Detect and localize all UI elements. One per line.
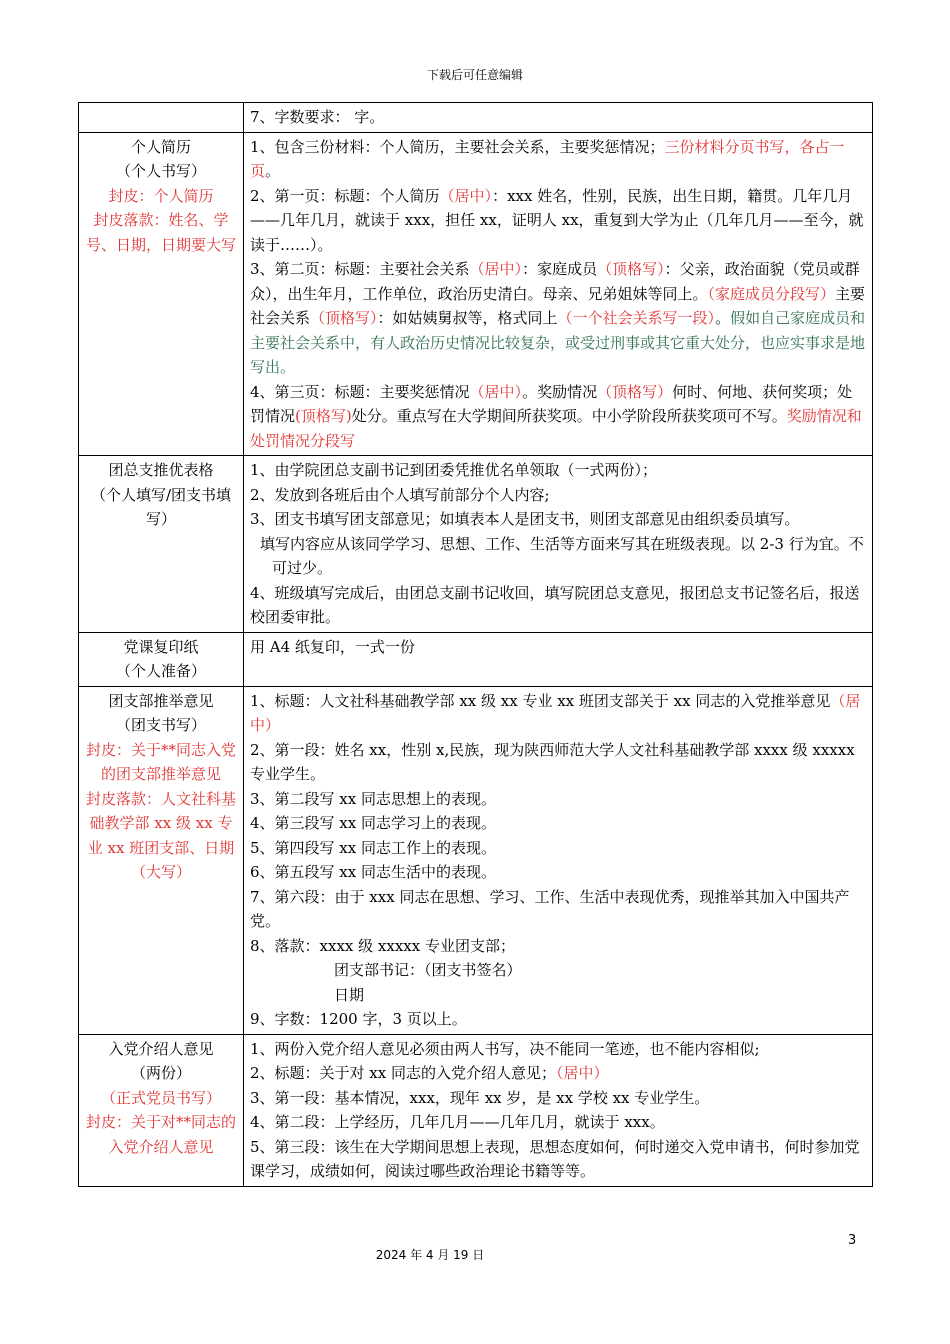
body-text: 主要社会关系 [250,284,866,327]
row-label-cell [79,1034,244,1186]
content-paragraph [250,885,866,934]
row-content-cell [244,132,873,456]
content-paragraph [250,934,866,959]
content-paragraph [250,738,866,787]
red-note-text: （家庭成员分段写） [707,284,836,303]
content-paragraph [250,983,866,1008]
red-note-text: (顶格写) [295,407,352,425]
content-paragraph [250,958,866,983]
body-text: 2、发放到各班后由个人填写前部分个人内容; [250,485,550,504]
body-text: 。 [715,309,731,327]
content-paragraph [250,811,866,836]
content-paragraph [250,860,866,885]
body-text: 7、字数要求： 字。 [250,108,385,126]
body-text: 2、第一页：标题：个人简历 [250,186,440,205]
row-label-line: （个人准备） [115,662,206,680]
body-text: 3、第一段：基本情况，xxx，现年 xx 岁，是 xx 学校 xx 专业学生。 [250,1088,710,1107]
instructions-table [78,102,873,1187]
row-content-cell [244,632,873,686]
table-row [79,456,873,633]
body-text: 8、落款：xxxx 级 xxxxx 专业团支部； [250,936,515,955]
body-text: 处分。重点写在大学期间所获奖项。中小学阶段所获奖项可不写。 [351,407,787,425]
red-note-text: （居中） [469,382,523,401]
body-text: 5、第四段写 xx 同志工作上的表现。 [250,838,497,857]
content-paragraph [250,135,866,184]
body-text: 。奖励情况 [522,382,598,401]
row-label-line: 封皮落款：姓名、学号、日期，日期要大写 [85,211,236,254]
content-paragraph [250,689,866,738]
row-label-line: （个人填写/团支书填写） [90,485,232,528]
body-text: 1、包含三份材料：个人简历，主要社会关系，主要奖惩情况； [250,137,665,156]
row-label-line: 封皮：个人简历 [108,186,214,205]
body-text: 1、标题：人文社科基础教学部 xx 级 xx 专业 xx 班团支部关于 xx 同志的入党推举意见 [250,691,831,710]
content-paragraph [250,105,866,130]
body-text: 日期 [334,985,365,1004]
body-text: 4、第三段写 xx 同志学习上的表现。 [250,814,497,832]
content-paragraph [250,380,866,454]
table-row [79,1034,873,1186]
content-paragraph [250,1110,866,1135]
page-header: 下载后可任意编辑 [426,68,523,82]
row-label-cell [79,103,244,133]
red-note-text: 三份材料分页书写，各占一页 [250,137,845,180]
red-note-text: （居中） [556,1064,609,1082]
body-text: ：家庭成员 [522,260,598,278]
row-label-line: 封皮落款：人文社科基础教学部 xx 级 xx 专业 xx 班团支部、日期（大写） [85,789,236,881]
row-label-cell [79,632,244,686]
content-paragraph [250,635,866,660]
body-text: 1、由学院团总支副书记到团委凭推优名单领取（一式两份）； [250,461,658,479]
content-paragraph [250,1037,866,1062]
body-text: 3、第二段写 xx 同志思想上的表现。 [250,789,497,808]
red-note-text: （顶格写） [310,309,378,327]
body-text: 7、第六段：由于 xxx 同志在思想、学习、工作、生活中表现优秀，现推举其加入中国共产党。 [250,887,850,930]
row-label-line: （两份） [130,1064,191,1082]
body-text: 何时、何地、获何奖项；处罚情况 [250,382,853,425]
body-text: 用 A4 纸复印，一式一份 [250,637,415,656]
row-label-line: 入党介绍人意见 [108,1039,214,1058]
row-label-line: （正式党员书写） [100,1088,221,1107]
content-paragraph [250,184,866,258]
red-note-text: （居中） [469,260,523,278]
row-label-line: 团支部推举意见 [108,691,214,710]
content-paragraph [250,1007,866,1032]
content-paragraph [250,1086,866,1111]
green-note-text: 假如自己家庭成员和主要社会关系中，有人政治历史情况比较复杂，或受过刑事或其它重大处分，也应实事求是地写出。 [250,309,866,376]
body-text: 4、第三页：标题：主要奖惩情况 [250,382,470,401]
table-row [79,632,873,686]
row-label-line: 个人简历 [130,137,191,156]
red-note-text: （一个社会关系写一段） [557,309,716,327]
content-paragraph [250,787,866,812]
content-paragraph [250,507,866,532]
content-paragraph [250,581,866,630]
content-paragraph [250,257,866,380]
row-label-line: 党课复印纸 [123,637,199,656]
body-text: 2、第一段：姓名 xx，性别 x,民族，现为陕西师范大学人文社科基础教学部 xxxx 级 xxxxx 专业学生。 [250,740,855,783]
red-note-text: （居中） [250,691,861,734]
content-paragraph [250,836,866,861]
body-text: 3、团支书填写团支部意见；如填表本人是团支书，则团支部意见由组织委员填写。 [250,510,800,528]
content-paragraph [250,532,866,581]
body-text: 填写内容应从该同学学习、思想、工作、生活等方面来写其在班级表现。以 2-3 行为宜。不可过少。 [260,534,864,577]
row-content-cell [244,456,873,633]
body-text: 团支部书记：（团支书签名） [334,961,522,979]
row-label-line: 封皮：关于对**同志的入党介绍人意见 [85,1113,236,1156]
body-text: 1、两份入党介绍人意见必须由两人书写，决不能同一笔迹，也不能内容相似; [250,1039,760,1058]
body-text: ：如姑姨舅叔等，格式同上 [377,309,558,327]
content-paragraph [250,483,866,508]
red-note-text: （顶格写） [597,382,673,401]
red-note-text: 奖励情况和处罚情况分段写 [250,407,862,450]
red-note-text: （居中） [439,186,493,205]
content-paragraph [250,1061,866,1086]
row-label-line: 封皮：关于**同志入党的团支部推举意见 [85,740,236,783]
body-text: 9、字数：1200 字，3 页以上。 [250,1010,467,1028]
row-content-cell [244,103,873,133]
body-text: ：xxx 姓名，性别，民族，出生日期，籍贯。几年几月——几年几月，就读于 xxx，担任 xx，证明人 xx，重复到大学为止（几年几月——至今，就读于……）。 [250,186,864,254]
row-content-cell [244,686,873,1034]
red-note-text: （顶格写） [597,260,665,278]
body-text: 5、第三段：该生在大学期间思想上表现，思想态度如何，何时递交入党申请书，何时参加党课学习，成绩如何，阅读过哪些政治理论书籍等等。 [250,1137,860,1180]
body-text: 3、第二页：标题：主要社会关系 [250,260,470,278]
table-row [79,103,873,133]
body-text: 6、第五段写 xx 同志生活中的表现。 [250,863,497,881]
body-text: ：父亲，政治面貌（党员或群众），出生年月，工作单位，政治历史清白。母亲、兄弟姐妹等同上。 [250,260,860,303]
body-text: 2、标题：关于对 xx 同志的入党介绍人意见； [250,1064,557,1082]
row-label-cell [79,686,244,1034]
content-paragraph [250,1135,866,1184]
row-label-cell [79,456,244,633]
body-text: 4、班级填写完成后，由团总支副书记收回，填写院团总支意见，报团总支书记签名后，报送校团委审批。 [250,583,860,626]
table-row [79,132,873,456]
content-paragraph [250,458,866,483]
row-label-line: （个人书写） [115,162,206,180]
body-text: 4、第二段：上学经历，几年几月——几年几月，就读于 xxx。 [250,1113,665,1131]
row-label-line: （团支书写） [115,716,206,734]
table-row [79,686,873,1034]
body-text: 。 [265,162,281,180]
footer-date: 2024 年 4 月 19 日 [375,1248,485,1262]
row-label-line: 团总支推优表格 [108,461,214,479]
row-content-cell [244,1034,873,1186]
row-label-cell [79,132,244,456]
page-number: 3 [848,1233,857,1248]
